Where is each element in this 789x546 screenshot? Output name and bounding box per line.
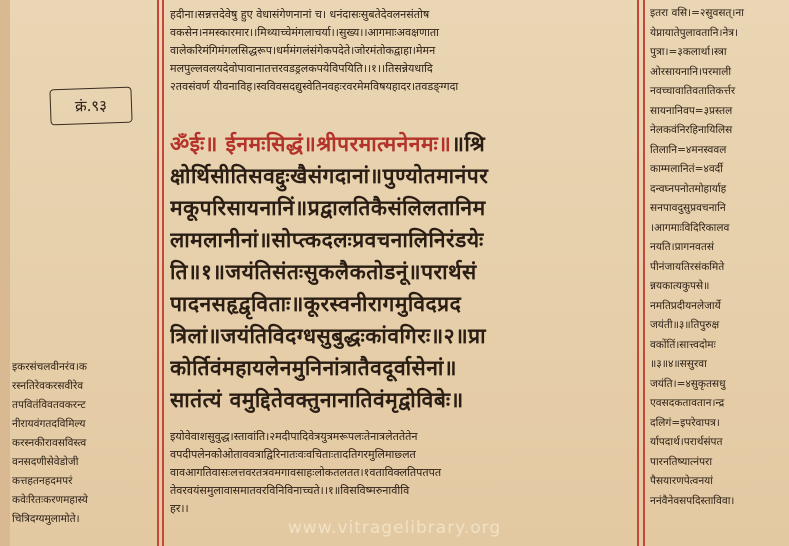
margin-line: न्नयकात्यकुपसे॥ bbox=[650, 280, 710, 292]
commentary-line: २तवसंवर्ण यीवनाविह।स्वविवसदद्युस्वेतिनवहःरवरमेमविषयहादर।तवडङ्ग्गदा bbox=[170, 80, 459, 93]
verse-line bbox=[170, 256, 634, 288]
verse-line bbox=[170, 384, 634, 416]
verse-line bbox=[170, 320, 634, 352]
margin-line: येप्नायातेपुलावतानि।नेत्र। bbox=[650, 26, 739, 39]
margin-line: करस्नकीरावसविस्त्व bbox=[12, 437, 87, 449]
margin-line: नमतिप्रदीयनलेजार्ये bbox=[650, 299, 721, 312]
verse-text: सातंत्यं वमुद्दितेवक्तुनानातिवंमृद्वोविबेः॥ bbox=[170, 388, 464, 412]
margin-line: पारनतिष्यात्नंपरा bbox=[650, 455, 713, 468]
bottom-commentary bbox=[170, 428, 632, 518]
margin-line: कत्तहतनहदमपरं bbox=[12, 475, 73, 487]
margin-line: पुत्रा।=३कलार्था।स्त्रा bbox=[650, 46, 727, 58]
top-commentary bbox=[170, 6, 632, 96]
catalog-label bbox=[49, 87, 132, 126]
commentary-line: हदीना।सन्नत्तदेवेषु हुए वेधासंगेणनानां च। धनंदासःसुबतेदेवलनसंतोष bbox=[170, 8, 430, 21]
verse-line bbox=[170, 288, 634, 320]
commentary-line: मलपुल्लवलयदेवोपावानातत्तरवडड्रलकपयेविपयिति।।१।।तिसन्नेयधादि bbox=[170, 62, 433, 75]
margin-line: तपवितंविवतवकरन्ट bbox=[12, 399, 86, 411]
margin-line: वकोंतिं।सात्त्वदोमः bbox=[650, 338, 716, 351]
verse-text: त्रिलां॥जयंतिविदग्धसुबुद्धःकांवगिरः॥२॥प्रा bbox=[170, 324, 487, 348]
verse-line bbox=[170, 128, 634, 160]
verse-text: क्षोर्थिसीतिसवद्दुःखैसंगदानां॥पुण्योतमानंपर bbox=[170, 164, 489, 188]
margin-line: नीरायवंगतदविमिल्य bbox=[12, 418, 86, 430]
margin-line: ओरसायनानि।परमाली bbox=[650, 65, 732, 78]
margin-line: र्यापदार्थ।परार्थसंपत bbox=[650, 436, 723, 448]
verse-line bbox=[170, 192, 634, 224]
margin-line: रस्नतिरेवकरसवीरेव bbox=[12, 380, 84, 392]
margin-line: कवेःरितःकरणमहास्ये bbox=[12, 494, 88, 506]
margin-line: इकरसंचलवीनरंव।क bbox=[12, 361, 87, 373]
commentary-line: वालेकरिमंगिमंगलसिद्धरूप।धर्ममंगलंसंगेकपदेते।जोरमंतोकद्वाहा।मेमन bbox=[170, 44, 436, 57]
margin-line: ननंवैनेवसपदिस्ताविवा। bbox=[650, 494, 735, 507]
left-margin-notes bbox=[12, 358, 152, 529]
commentary-line: वकसेन।नमस्कारमार।।मिथ्याच्चेमंगलाचर्या।।सुख्य।।आगमाःअवक्षणाता bbox=[170, 26, 439, 39]
margin-line: दलिगं=इपरेवापत्र। bbox=[650, 416, 720, 429]
commentary-line: वावआगतिवासःलत्तवरतत्रवमगावसाहःलोकतलतत।१वताविक्लतिपतपत bbox=[170, 466, 442, 479]
verse-line bbox=[170, 160, 634, 192]
verse-rubric: ॐईः॥ ईनमःसिद्धं॥श्रीपरमात्मनेनमः॥ bbox=[170, 132, 452, 156]
verse-text: मकूपरिसायनानिं॥प्रद्वालतिकैसंलिलतानिम bbox=[170, 196, 486, 220]
margin-line: एवसदकतावतान।न्द्र bbox=[650, 397, 725, 409]
verse-text: ति॥१॥जयंतिसंतःसुकलैकतोडनूं॥परार्थसं bbox=[170, 260, 477, 284]
commentary-line: हर।। bbox=[170, 502, 189, 515]
verse-text: कोर्तिवंमहायलेनमुनिनांत्रातैवदूर्वासेनां॥ bbox=[170, 356, 457, 380]
margin-line: जयंती॥३॥तिपुरुक्ष bbox=[650, 319, 720, 331]
verse-text: पादनसहृद्वृविताः॥कूरस्वनीरागमुविदप्रद bbox=[170, 292, 462, 316]
margin-line: ।आगमाःविदिरिकालव bbox=[650, 221, 730, 234]
margin-line: नयति।प्रागनवतसं bbox=[650, 241, 714, 253]
verse-line bbox=[170, 352, 634, 384]
margin-line: काम्मलानितं=४वर्दी bbox=[650, 163, 723, 175]
page-edge bbox=[0, 0, 10, 546]
margin-line: वनसदणीसेवेडोजी bbox=[12, 456, 79, 468]
catalog-label-text: क्रं.९३ bbox=[74, 96, 108, 116]
margin-line: पैसयारणपेत्वनयां bbox=[650, 475, 713, 487]
margin-line: नेलकवंनिरहिनायिलिस bbox=[650, 124, 733, 136]
margin-line: सायनानिवप=३प्रस्तल bbox=[650, 104, 733, 117]
watermark: www.vitragelibrary.org bbox=[287, 518, 502, 538]
commentary-line: इयोवेवाशसुवुद्ध।स्तावांति।२मदीपादिवेत्रयुत्रमरूपलःतेनात्रलेततेतेन bbox=[170, 430, 418, 443]
right-margin-notes bbox=[650, 4, 785, 511]
verse-text: लामलानीनां॥सोप्त्कदलःप्रवचनालिनिरंडयेः bbox=[170, 228, 484, 252]
main-text bbox=[170, 128, 634, 416]
margin-line: चित्रिदग्यमुलामोते। bbox=[12, 513, 80, 525]
margin-rule-right bbox=[637, 0, 639, 546]
commentary-line: वपदीपलेनकोओताववत्राद्विरिनातःवःवचिताःतादतिगरमुलिमाछ्लत bbox=[170, 448, 416, 461]
margin-line: दन्वघ्नपनोतमोहार्याह bbox=[650, 182, 727, 195]
margin-rule-right-inner bbox=[643, 0, 645, 546]
margin-line: तिलानि=४मनस्ववल bbox=[650, 143, 727, 156]
margin-line: पीनंजायतिरसंकमिते bbox=[650, 260, 725, 273]
margin-line: जयंति।=४सुकृतसधु bbox=[650, 377, 726, 390]
verse-text: ॥श्रि bbox=[451, 132, 486, 156]
margin-line: इतरा वसि।=२सुवसत्।ना bbox=[650, 7, 744, 19]
margin-rule-left bbox=[157, 0, 159, 546]
verse-line bbox=[170, 224, 634, 256]
margin-rule-left-inner bbox=[162, 0, 164, 546]
margin-line: नवच्चावातिवतातिकर्त्तर bbox=[650, 85, 736, 97]
margin-line: ॥३॥४॥ससुरवा bbox=[650, 358, 707, 370]
margin-line: सनपावदुसुप्रवचनानि bbox=[650, 202, 726, 214]
commentary-line: तेवरवयंसमुलावासमातवरविनिविनाच्चते।।१॥विसविष्मरुनावीवि bbox=[170, 484, 410, 497]
